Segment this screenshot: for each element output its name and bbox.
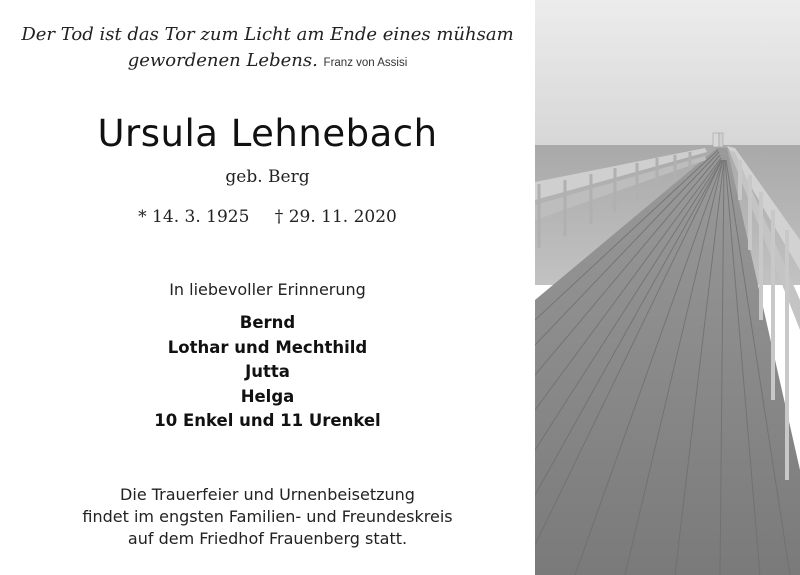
- quote-line-1: Der Tod ist das Tor zum Licht am Ende eines mühsam: [21, 24, 514, 45]
- funeral-line: findet im engsten Familien- und Freundeskreis: [82, 507, 453, 526]
- pier-photo: [535, 0, 800, 575]
- mourner: Bernd: [239, 313, 296, 332]
- mourner: Jutta: [245, 362, 290, 381]
- birth-name: geb. Berg: [225, 167, 310, 187]
- birth-date: * 14. 3. 1925: [138, 207, 250, 227]
- quote: [0, 22, 535, 76]
- mourner: 10 Enkel und 11 Urenkel: [154, 411, 381, 430]
- quote-line-2-text: gewordenen Lebens.: [127, 50, 318, 71]
- pier-image: [535, 0, 800, 575]
- life-dates: [0, 207, 535, 227]
- mourner: Helga: [240, 386, 295, 406]
- mourners-list: [0, 311, 535, 434]
- quote-author: Franz von Assisi: [323, 57, 408, 69]
- funeral-line: Die Trauerfeier und Urnenbeisetzung: [120, 485, 415, 504]
- funeral-notice: [0, 484, 535, 550]
- quote-line-2: [0, 48, 535, 76]
- mourner: Lothar und Mechthild: [167, 337, 368, 357]
- memorial-intro: In liebevoller Erinnerung: [169, 280, 366, 299]
- deceased-name: Ursula Lehnebach: [97, 112, 438, 155]
- funeral-line: auf dem Friedhof Frauenberg statt.: [127, 529, 408, 548]
- death-date: † 29. 11. 2020: [274, 207, 397, 227]
